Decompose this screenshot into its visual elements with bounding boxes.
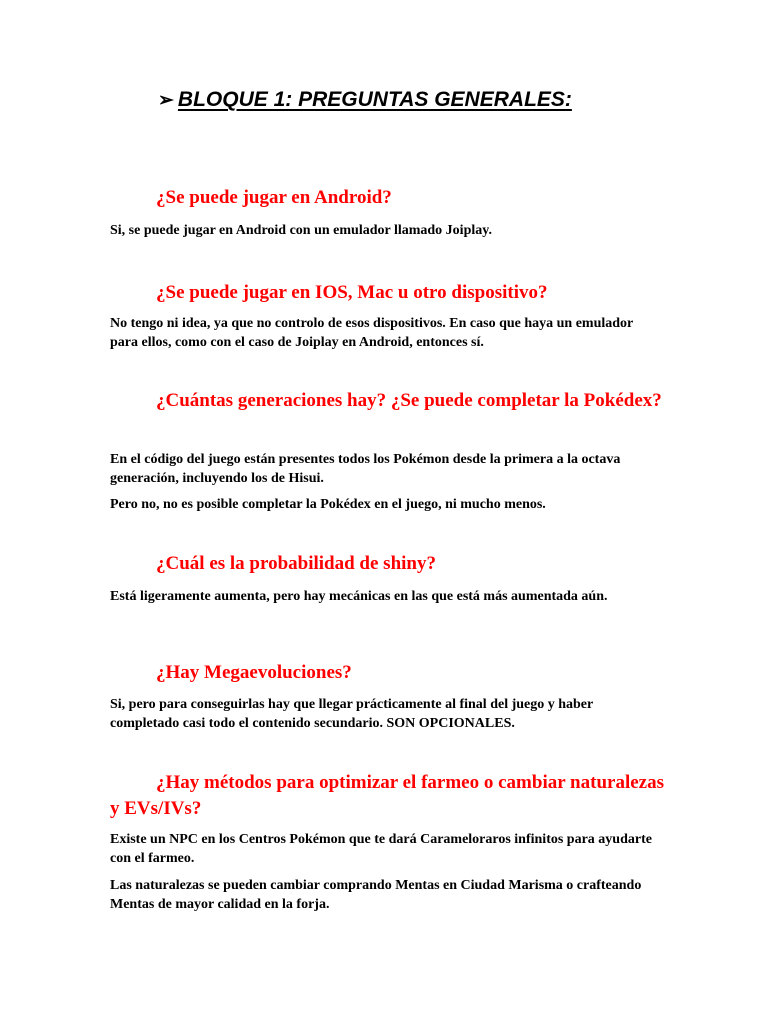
section-title: BLOQUE 1: PREGUNTAS GENERALES: — [177, 88, 572, 111]
answer-paragraph: Existe un NPC en los Centros Pokémon que te dará Carameloraros infinitos para ayudarte con el farmeo. — [110, 832, 652, 866]
question-heading: ¿Cuántas generaciones hay? ¿Se puede completar la Pokédex? — [156, 390, 662, 411]
section-heading — [158, 88, 572, 112]
question-heading: ¿Hay métodos para optimizar el farmeo o cambiar naturalezas y EVs/IVs? — [110, 772, 664, 819]
question-heading: ¿Se puede jugar en Android? — [156, 187, 392, 208]
answer-paragraph: No tengo ni idea, ya que no controlo de esos dispositivos. En caso que haya un emulador para ellos, como con el caso de Joiplay en Android, entonces sí. — [110, 316, 634, 350]
answer-paragraph: Está ligeramente aumenta, pero hay mecánicas en las que está más aumentada aún. — [110, 589, 608, 604]
answer-paragraph: Si, pero para conseguirlas hay que llegar prácticamente al final del juego y haber completado casi todo el contenido secundario. SON OPCIONALES. — [110, 697, 593, 731]
answer-paragraph: Las naturalezas se pueden cambiar comprando Mentas en Ciudad Marisma o crafteando Mentas de mayor calidad en la forja. — [110, 878, 642, 912]
arrow-bullet-icon: ➢ — [158, 89, 174, 111]
question-heading: ¿Se puede jugar en IOS, Mac u otro dispositivo? — [156, 282, 548, 303]
question-heading: ¿Hay Megaevoluciones? — [156, 662, 352, 683]
answer-paragraph: En el código del juego están presentes todos los Pokémon desde la primera a la octava generación, incluyendo los de Hisui. — [110, 452, 621, 486]
answer-paragraph: Pero no, no es posible completar la Pokédex en el juego, ni mucho menos. — [110, 497, 546, 512]
question-heading: ¿Cuál es la probabilidad de shiny? — [156, 553, 436, 574]
answer-paragraph: Si, se puede jugar en Android con un emulador llamado Joiplay. — [110, 223, 492, 238]
